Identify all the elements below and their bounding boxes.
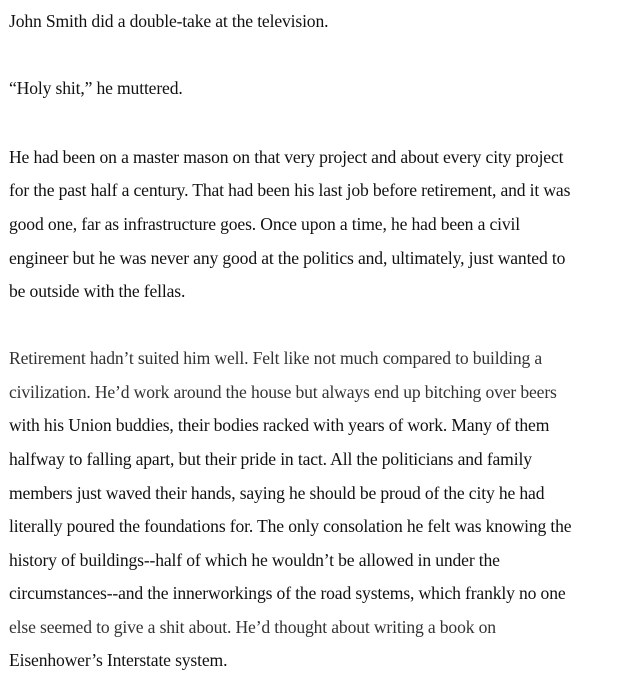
paragraph-4-line-9: else seemed to give a shit about. He’d thought about writing a book on xyxy=(9,617,496,637)
paragraph-4-line-1: Retirement hadn’t suited him well. Felt like not much compared to building a xyxy=(9,348,543,368)
paragraph-3-line-4: engineer but he was never any good at the politics and, ultimately, just wanted to xyxy=(9,248,566,268)
paragraph-4-line-6: literally poured the foundations for. The only consolation he felt was knowing the xyxy=(9,516,572,536)
paragraph-4-line-8: circumstances--and the innerworkings of the road systems, which frankly no one xyxy=(9,583,566,603)
paragraph-4-line-7: history of buildings--half of which he wouldn’t be allowed in under the xyxy=(9,550,500,570)
paragraph-4-line-10: Eisenhower’s Interstate system. xyxy=(9,650,228,670)
paragraph-1-line-1: John Smith did a double-take at the television. xyxy=(9,11,329,31)
paragraph-4-line-4: halfway to falling apart, but their pride in tact. All the politicians and family xyxy=(9,449,532,469)
paragraph-4-line-2: civilization. He’d work around the house but always end up bitching over beers xyxy=(9,382,557,402)
paragraph-4-line-3: with his Union buddies, their bodies racked with years of work. Many of them xyxy=(9,415,550,435)
paragraph-3-line-2: for the past half a century. That had been his last job before retirement, and it was xyxy=(9,180,571,200)
paragraph-3-line-3: good one, far as infrastructure goes. Once upon a time, he had been a civil xyxy=(9,214,520,234)
paragraph-3-line-5: be outside with the fellas. xyxy=(9,281,186,301)
paragraph-3-line-1: He had been on a master mason on that very project and about every city project xyxy=(9,147,564,167)
paragraph-4-line-5: members just waved their hands, saying he should be proud of the city he had xyxy=(9,483,545,503)
paragraph-2-line-1: “Holy shit,” he muttered. xyxy=(9,78,183,98)
